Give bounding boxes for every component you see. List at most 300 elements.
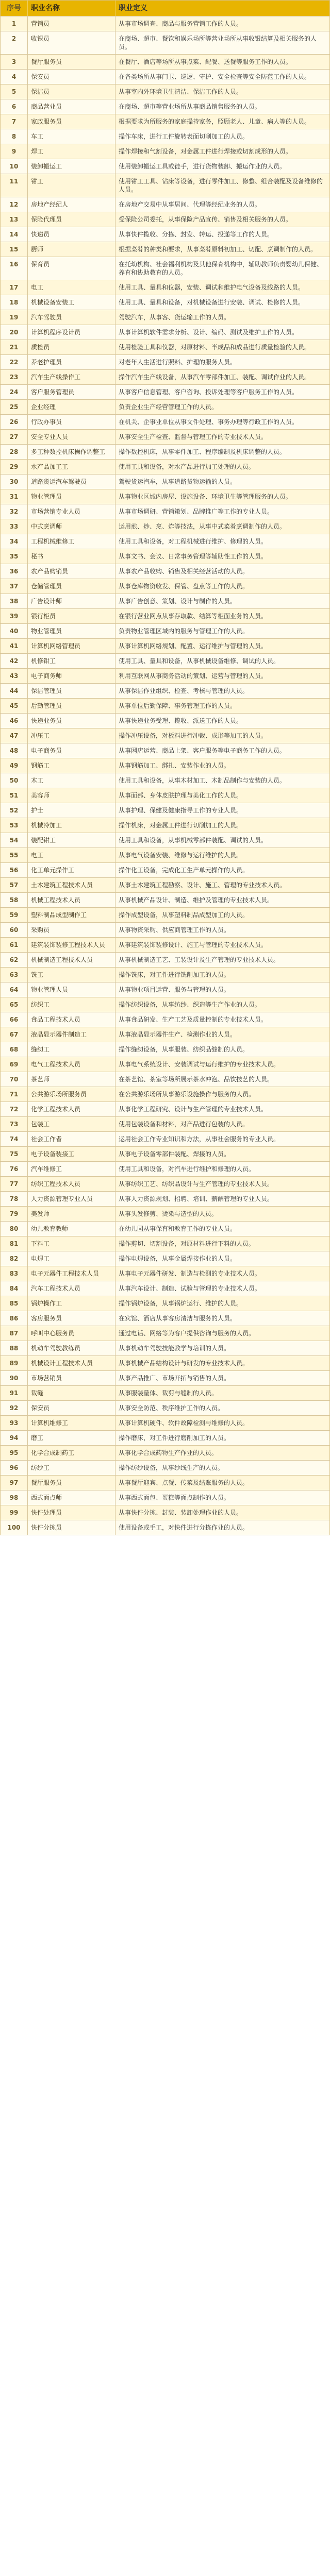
row-title: 客户服务管理员: [27, 385, 115, 399]
row-definition: 对老年人生活进行照料、护理的服务人员。: [115, 355, 329, 369]
row-definition: 从事机械产品设计、制造、维护及管理的专业技术人员。: [115, 893, 329, 907]
row-title: 机械冷加工: [27, 818, 115, 833]
row-definition: 从事客户信息管理、客户咨询、投诉处理等客户服务工作的人员。: [115, 385, 329, 399]
row-title: 计算机网络管理员: [27, 639, 115, 653]
table-row: [1, 1161, 329, 1176]
row-title: 道路货运汽车驾驶员: [27, 474, 115, 489]
row-index: 41: [9, 642, 19, 650]
table-row: [1, 1206, 329, 1221]
row-definition: 使用检验工具和仪器，对原材料、半成品和成品进行质量检验的人员。: [115, 340, 329, 354]
table-row: [1, 197, 329, 212]
header-index: 序号: [7, 4, 21, 12]
table-row: [1, 773, 329, 788]
row-definition: 从事电气系统设计、安装调试与运行维护的专业技术人员。: [115, 1057, 329, 1072]
row-title: 土木建筑工程技术人员: [27, 878, 115, 892]
row-title: 市场营销专业人员: [27, 504, 115, 519]
row-title: 化学合成制药工: [27, 1446, 115, 1460]
table-row: [1, 728, 329, 743]
row-definition: 从事物业项目运营、服务与管理的人员。: [115, 982, 329, 997]
row-index: 59: [9, 911, 19, 919]
row-index: 83: [9, 1270, 19, 1277]
row-title: 餐厅服务员: [27, 55, 115, 69]
row-definition: 在幼儿园从事保育和教育工作的专业人员。: [115, 1222, 329, 1236]
row-index: 24: [9, 388, 19, 396]
row-title: 机械设备安装工: [27, 295, 115, 310]
row-definition: 从事建筑装饰装修设计、施工与管理的专业技术人员。: [115, 938, 329, 952]
row-title: 美发师: [27, 1207, 115, 1221]
row-definition: 从事网店运营、商品上架、客户服务等电子商务工作的人员。: [115, 743, 329, 758]
row-title: 机械工程技术人员: [27, 893, 115, 907]
table-row: [1, 1072, 329, 1087]
row-index: 98: [9, 1494, 19, 1501]
row-index: 49: [9, 762, 19, 769]
row-definition: 从事钢筋加工、绑扎、安装作业的人员。: [115, 758, 329, 773]
table-row: [1, 354, 329, 369]
row-title: 钳工: [27, 174, 115, 197]
row-index: 93: [9, 1419, 19, 1427]
table-row: [1, 922, 329, 937]
row-definition: 运用煎、炒、烹、炸等技法，从事中式菜肴烹调制作的人员。: [115, 519, 329, 534]
row-index: 22: [9, 359, 19, 366]
row-title: 茶艺师: [27, 1072, 115, 1087]
table-row: [1, 788, 329, 803]
row-index: 32: [9, 508, 19, 515]
table-row: [1, 227, 329, 242]
table-row: [1, 1266, 329, 1281]
row-definition: 在银行营业网点从事存取款、结算等柜面业务的人员。: [115, 609, 329, 623]
row-definition: 操作铣床，对工件进行铣削加工的人员。: [115, 968, 329, 982]
row-index: 47: [9, 732, 19, 739]
table-row: [1, 758, 329, 773]
row-title: 客房服务员: [27, 1311, 115, 1326]
row-title: 收银员: [27, 31, 115, 54]
table-row: [1, 594, 329, 608]
row-definition: 从事物业区域内房屋、设施设备、环境卫生等管理服务的人员。: [115, 489, 329, 504]
row-index: 29: [9, 463, 19, 470]
table-row: [1, 638, 329, 653]
row-index: 31: [9, 493, 19, 500]
row-definition: 从事快件分拣、封装、装卸处理作业的人员。: [115, 1505, 329, 1520]
row-title: 快递业务员: [27, 714, 115, 728]
row-title: 秘书: [27, 549, 115, 564]
row-title: 水产品加工工: [27, 460, 115, 474]
row-definition: 从事机械制造工艺、工装设计及生产管理的专业技术人员。: [115, 953, 329, 967]
row-index: 26: [9, 418, 19, 426]
row-index: 36: [9, 568, 19, 575]
row-definition: 从事机械产品结构设计与研发的专业技术人员。: [115, 1356, 329, 1370]
row-definition: 操作磨床，对工件进行磨削加工的人员。: [115, 1431, 329, 1445]
row-index: 56: [9, 867, 19, 874]
table-row: [1, 54, 329, 69]
row-index: 68: [9, 1046, 19, 1053]
table-row: [1, 1176, 329, 1191]
row-definition: 从事电子元器件研发、制造与检测的专业技术人员。: [115, 1266, 329, 1281]
table-row: [1, 1101, 329, 1116]
row-index: 42: [9, 657, 19, 665]
table-row: [1, 1311, 329, 1326]
row-definition: 从事机动车驾驶技能教学与培训的人员。: [115, 1341, 329, 1355]
table-row: [1, 399, 329, 414]
row-definition: 从事西式面包、蛋糕等面点制作的人员。: [115, 1490, 329, 1505]
table-row: [1, 892, 329, 907]
row-index: 34: [9, 538, 19, 545]
table-row: [1, 129, 329, 144]
row-definition: 从事单位后勤保障、事务管理工作的人员。: [115, 699, 329, 713]
row-definition: 使用包装设备和材料，对产品进行包装的人员。: [115, 1117, 329, 1131]
row-index: 65: [9, 1001, 19, 1008]
row-index: 86: [9, 1315, 19, 1322]
table-row: [1, 1326, 329, 1341]
table-row: [1, 340, 329, 354]
row-index: 2: [11, 35, 16, 42]
row-index: 6: [11, 103, 16, 110]
table-row: [1, 1191, 329, 1206]
row-definition: 在公共游乐场所从事游乐设施操作与服务的人员。: [115, 1087, 329, 1101]
row-definition: 从事餐厅迎宾、点餐、传菜及结账服务的人员。: [115, 1476, 329, 1490]
table-row: [1, 369, 329, 384]
row-index: 17: [9, 284, 19, 291]
table-row: [1, 1236, 329, 1251]
row-index: 99: [9, 1509, 19, 1516]
row-definition: 从事纺织工艺、纺织品设计与生产管理的专业技术人员。: [115, 1177, 329, 1191]
row-definition: 驾驶汽车，从事客、货运输工作的人员。: [115, 310, 329, 325]
row-index: 28: [9, 448, 19, 455]
row-title: 塑料制品成型制作工: [27, 908, 115, 922]
row-index: 38: [9, 598, 19, 605]
row-title: 电子商务师: [27, 669, 115, 683]
row-title: 质检员: [27, 340, 115, 354]
table-row: [1, 242, 329, 257]
table-body: [1, 16, 329, 1535]
row-index: 57: [9, 882, 19, 889]
row-title: 快递员: [27, 227, 115, 242]
table-row: [1, 519, 329, 534]
row-definition: 根据要求为所服务的家庭操持家务，照顾老人、儿童、病人等的人员。: [115, 114, 329, 129]
row-definition: 从事农产品收购、销售及相关经营活动的人员。: [115, 564, 329, 579]
row-title: 下料工: [27, 1236, 115, 1251]
row-index: 84: [9, 1285, 19, 1292]
row-title: 机械制造工程技术人员: [27, 953, 115, 967]
row-index: 71: [9, 1091, 19, 1098]
row-index: 52: [9, 807, 19, 814]
row-index: 10: [9, 163, 19, 170]
row-index: 60: [9, 926, 19, 934]
table-row: [1, 114, 329, 129]
table-row: [1, 1430, 329, 1445]
table-row: [1, 1281, 329, 1296]
row-title: 计算机程序设计员: [27, 325, 115, 340]
table-row: [1, 384, 329, 399]
row-title: 裁缝: [27, 1386, 115, 1400]
table-row: [1, 1027, 329, 1042]
table-row: [1, 1385, 329, 1400]
row-definition: 通过电话、网络等为客户提供咨询与服务的人员。: [115, 1326, 329, 1341]
table-row: [1, 144, 329, 159]
row-definition: 使用设备或手工，对快件进行分拣作业的人员。: [115, 1520, 329, 1535]
table-row: [1, 489, 329, 504]
row-title: 电焊工: [27, 1251, 115, 1266]
row-title: 保洁员: [27, 84, 115, 99]
row-definition: 从事快件揽收、分拣、封发、转运、投递等工作的人员。: [115, 227, 329, 242]
row-index: 46: [9, 717, 19, 724]
row-definition: 从事化学合成药物生产作业的人员。: [115, 1446, 329, 1460]
row-definition: 从事汽车设计、制造、试验与管理的专业技术人员。: [115, 1281, 329, 1296]
row-title: 化学工程技术人员: [27, 1102, 115, 1116]
row-definition: 在机关、企事业单位从事文件处理、事务办理等行政工作的人员。: [115, 415, 329, 429]
row-title: 公共游乐场所服务员: [27, 1087, 115, 1101]
row-index: 95: [9, 1449, 19, 1456]
row-definition: 操作缝纫设备，从事服装、纺织品缝制的人员。: [115, 1042, 329, 1057]
row-definition: 受保险公司委托，从事保险产品宣传、销售及相关服务的人员。: [115, 212, 329, 227]
row-index: 85: [9, 1300, 19, 1307]
row-index: 90: [9, 1375, 19, 1382]
row-title: 银行柜员: [27, 609, 115, 623]
table-row: [1, 1296, 329, 1311]
row-definition: 操作汽车生产线设备，从事汽车零部件加工、装配、调试作业的人员。: [115, 370, 329, 384]
row-index: 67: [9, 1031, 19, 1038]
row-definition: 负责物业管理区域内的服务与管理工作的人员。: [115, 624, 329, 638]
row-definition: 操作锅炉设备，从事锅炉运行、维护的人员。: [115, 1296, 329, 1311]
row-definition: 操作电焊设备，从事金属焊接作业的人员。: [115, 1251, 329, 1266]
table-row: [1, 257, 329, 280]
row-definition: 在茶艺馆、茶室等场所展示茶水冲泡、品饮技艺的人员。: [115, 1072, 329, 1087]
row-definition: 从事液晶显示器件生产、检测作业的人员。: [115, 1027, 329, 1042]
row-definition: 在餐厅、酒店等场所从事点菜、配餐、送餐等服务工作的人员。: [115, 55, 329, 69]
table-row: [1, 877, 329, 892]
table-row: [1, 459, 329, 474]
row-index: 54: [9, 837, 19, 844]
table-row: [1, 653, 329, 668]
row-title: 保育员: [27, 257, 115, 280]
row-index: 21: [9, 344, 19, 351]
row-title: 美容师: [27, 788, 115, 803]
row-index: 94: [9, 1434, 19, 1442]
row-title: 工程机械维修工: [27, 534, 115, 549]
table-row: [1, 564, 329, 579]
row-definition: 操作纺纱设备，从事纱线生产的人员。: [115, 1461, 329, 1475]
row-title: 企业经理: [27, 400, 115, 414]
row-title: 家政服务员: [27, 114, 115, 129]
row-index: 39: [9, 613, 19, 620]
row-title: 社会工作者: [27, 1132, 115, 1146]
row-title: 营销员: [27, 16, 115, 31]
row-title: 呼叫中心服务员: [27, 1326, 115, 1341]
row-index: 62: [9, 956, 19, 963]
table-row: [1, 474, 329, 489]
row-title: 餐厅服务员: [27, 1476, 115, 1490]
row-index: 9: [11, 148, 16, 155]
row-definition: 在商场、超市等营业场所从事商品销售服务的人员。: [115, 99, 329, 114]
table-row: [1, 1445, 329, 1460]
row-title: 装卸搬运工: [27, 159, 115, 174]
row-definition: 驾驶货运汽车，从事道路货物运输的人员。: [115, 474, 329, 489]
row-title: 多工种数控机床操作调整工: [27, 445, 115, 459]
row-title: 汽车工程技术人员: [27, 1281, 115, 1296]
table-row: [1, 907, 329, 922]
table-row: [1, 69, 329, 84]
row-definition: 使用工具、量具和仪器，安装、调试和维护电气设备及线路的人员。: [115, 280, 329, 295]
table-row: [1, 99, 329, 114]
row-definition: 从事室内外环境卫生清洁、保洁工作的人员。: [115, 84, 329, 99]
row-definition: 负责企业生产经营管理工作的人员。: [115, 400, 329, 414]
row-index: 43: [9, 672, 19, 680]
table-row: [1, 743, 329, 758]
row-title: 后勤管理员: [27, 699, 115, 713]
table-row: [1, 1520, 329, 1535]
table-row: [1, 952, 329, 967]
row-title: 纺织工程技术人员: [27, 1177, 115, 1191]
row-definition: 操作数控机床，从事零件加工、程序编制及机床调整的人员。: [115, 445, 329, 459]
row-title: 安全专业人员: [27, 430, 115, 444]
row-index: 53: [9, 822, 19, 829]
table-row: [1, 862, 329, 877]
row-title: 纺纱工: [27, 1461, 115, 1475]
row-definition: 从事护理、保健及健康指导工作的专业人员。: [115, 803, 329, 818]
row-definition: 从事广告创意、策划、设计与制作的人员。: [115, 594, 329, 608]
row-index: 78: [9, 1195, 19, 1202]
row-index: 14: [9, 231, 19, 238]
row-index: 30: [9, 478, 19, 485]
row-definition: 操作焊接和气割设备，对金属工件进行焊接或切割成形的人员。: [115, 144, 329, 159]
row-index: 58: [9, 896, 19, 904]
row-definition: 使用工具和设备，从事机械零部件装配、调试的人员。: [115, 833, 329, 848]
table-row: [1, 1131, 329, 1146]
row-definition: 操作机床，对金属工件进行切削加工的人员。: [115, 818, 329, 833]
row-index: 69: [9, 1061, 19, 1068]
table-row: [1, 280, 329, 295]
row-title: 养老护理员: [27, 355, 115, 369]
row-definition: 从事安全生产检查、监督与管理工作的专业技术人员。: [115, 430, 329, 444]
row-title: 快件处理员: [27, 1505, 115, 1520]
table-row: [1, 174, 329, 197]
row-index: 45: [9, 702, 19, 709]
row-index: 81: [9, 1240, 19, 1247]
row-title: 物业管理员: [27, 489, 115, 504]
row-definition: 在宾馆、酒店从事客房清洁与服务的人员。: [115, 1311, 329, 1326]
row-index: 70: [9, 1076, 19, 1083]
row-definition: 从事快递业务受理、揽收、派送工作的人员。: [115, 714, 329, 728]
row-index: 25: [9, 403, 19, 411]
row-title: 车工: [27, 129, 115, 144]
row-index: 35: [9, 553, 19, 560]
row-definition: 操作冲压设备，对板料进行冲裁、成形等加工的人员。: [115, 728, 329, 743]
row-index: 7: [11, 118, 16, 125]
table-row: [1, 937, 329, 952]
table-row: [1, 159, 329, 174]
row-index: 48: [9, 747, 19, 754]
row-definition: 使用工具、量具和设备，从事机械设备维修、调试的人员。: [115, 654, 329, 668]
row-title: 物业管理人员: [27, 982, 115, 997]
row-definition: 运用社会工作专业知识和方法，从事社会服务的专业人员。: [115, 1132, 329, 1146]
row-title: 商品营业员: [27, 99, 115, 114]
row-definition: 根据菜肴的种类和要求，从事菜肴原料初加工、切配、烹调制作的人员。: [115, 242, 329, 257]
row-definition: 使用工具和设备，从事木材加工、木制品制作与安装的人员。: [115, 773, 329, 788]
row-definition: 使用工具和设备，对工程机械进行维护、修理的人员。: [115, 534, 329, 549]
row-title: 食品工程技术人员: [27, 1012, 115, 1027]
table-row: [1, 698, 329, 713]
row-title: 西式面点师: [27, 1490, 115, 1505]
table-row: [1, 818, 329, 833]
table-row: [1, 1042, 329, 1057]
row-title: 机修钳工: [27, 654, 115, 668]
row-title: 护士: [27, 803, 115, 818]
row-index: 11: [9, 178, 19, 185]
row-index: 18: [9, 299, 19, 306]
table-row: [1, 295, 329, 310]
row-index: 44: [9, 687, 19, 694]
row-definition: 从事计算机软件需求分析、设计、编码、测试及维护工作的人员。: [115, 325, 329, 340]
row-definition: 在各类场所从事门卫、巡逻、守护、安全检查等安全防范工作的人员。: [115, 70, 329, 84]
row-title: 木工: [27, 773, 115, 788]
row-definition: 操作剪切、切割设备，对原材料进行下料的人员。: [115, 1236, 329, 1251]
row-index: 92: [9, 1404, 19, 1412]
row-definition: 在房地产交易中从事居间、代理等经纪业务的人员。: [115, 197, 329, 212]
row-title: 锅炉操作工: [27, 1296, 115, 1311]
row-index: 89: [9, 1360, 19, 1367]
row-index: 15: [9, 246, 19, 253]
row-title: 保安员: [27, 70, 115, 84]
row-definition: 从事计算机硬件、软件故障检测与维修的人员。: [115, 1416, 329, 1430]
row-definition: 使用工具、量具和设备，对机械设备进行安装、调试、检修的人员。: [115, 295, 329, 310]
row-definition: 从事物资采购、供应商管理工作的人员。: [115, 923, 329, 937]
row-definition: 从事电子设备零部件装配、焊接的人员。: [115, 1147, 329, 1161]
table-row: [1, 1012, 329, 1027]
row-title: 铣工: [27, 968, 115, 982]
row-definition: 从事文书、会议、日常事务管理等辅助性工作的人员。: [115, 549, 329, 564]
row-index: 3: [11, 58, 16, 65]
row-definition: 从事计算机网络规划、配置、运行维护与管理的人员。: [115, 639, 329, 653]
table-row: [1, 1251, 329, 1266]
row-definition: 从事面部、身体皮肤护理与美化工作的人员。: [115, 788, 329, 803]
table-row: [1, 1400, 329, 1415]
row-definition: 在托幼机构、社会福利机构及其他保育机构中，辅助教师负责婴幼儿保健、养育和协助教育的人员。: [115, 257, 329, 280]
row-index: 55: [9, 852, 19, 859]
table-row: [1, 668, 329, 683]
row-index: 1: [11, 20, 16, 27]
row-title: 液晶显示器件制造工: [27, 1027, 115, 1042]
row-definition: 从事安全防范、秩序维护工作的人员。: [115, 1401, 329, 1415]
row-index: 23: [9, 374, 19, 381]
table-row: [1, 1370, 329, 1385]
row-index: 27: [9, 433, 19, 440]
table-row: [1, 504, 329, 519]
row-index: 37: [9, 583, 19, 590]
table-row: [1, 982, 329, 997]
table-row: [1, 967, 329, 982]
row-definition: 使用装卸搬运工具或徒手，进行货物装卸、搬运作业的人员。: [115, 159, 329, 174]
table-row: [1, 713, 329, 728]
row-definition: 使用工具和设备，对水产品进行加工处理的人员。: [115, 460, 329, 474]
row-definition: 操作化工设备，完成化工生产单元操作的人员。: [115, 863, 329, 877]
row-index: 72: [9, 1106, 19, 1113]
table-row: [1, 429, 329, 444]
row-definition: 从事土木建筑工程勘察、设计、施工、管理的专业技术人员。: [115, 878, 329, 892]
row-title: 保洁管理员: [27, 684, 115, 698]
table-row: [1, 84, 329, 99]
table-row: [1, 608, 329, 623]
row-title: 电工: [27, 280, 115, 295]
row-index: 79: [9, 1210, 19, 1217]
row-index: 96: [9, 1464, 19, 1471]
row-index: 82: [9, 1255, 19, 1262]
row-definition: 从事头发修剪、烫染与造型的人员。: [115, 1207, 329, 1221]
row-index: 4: [11, 73, 16, 80]
table-row: [1, 997, 329, 1012]
row-index: 80: [9, 1225, 19, 1232]
table-row: [1, 1087, 329, 1101]
row-index: 100: [7, 1524, 21, 1531]
row-title: 人力资源管理专业人员: [27, 1192, 115, 1206]
